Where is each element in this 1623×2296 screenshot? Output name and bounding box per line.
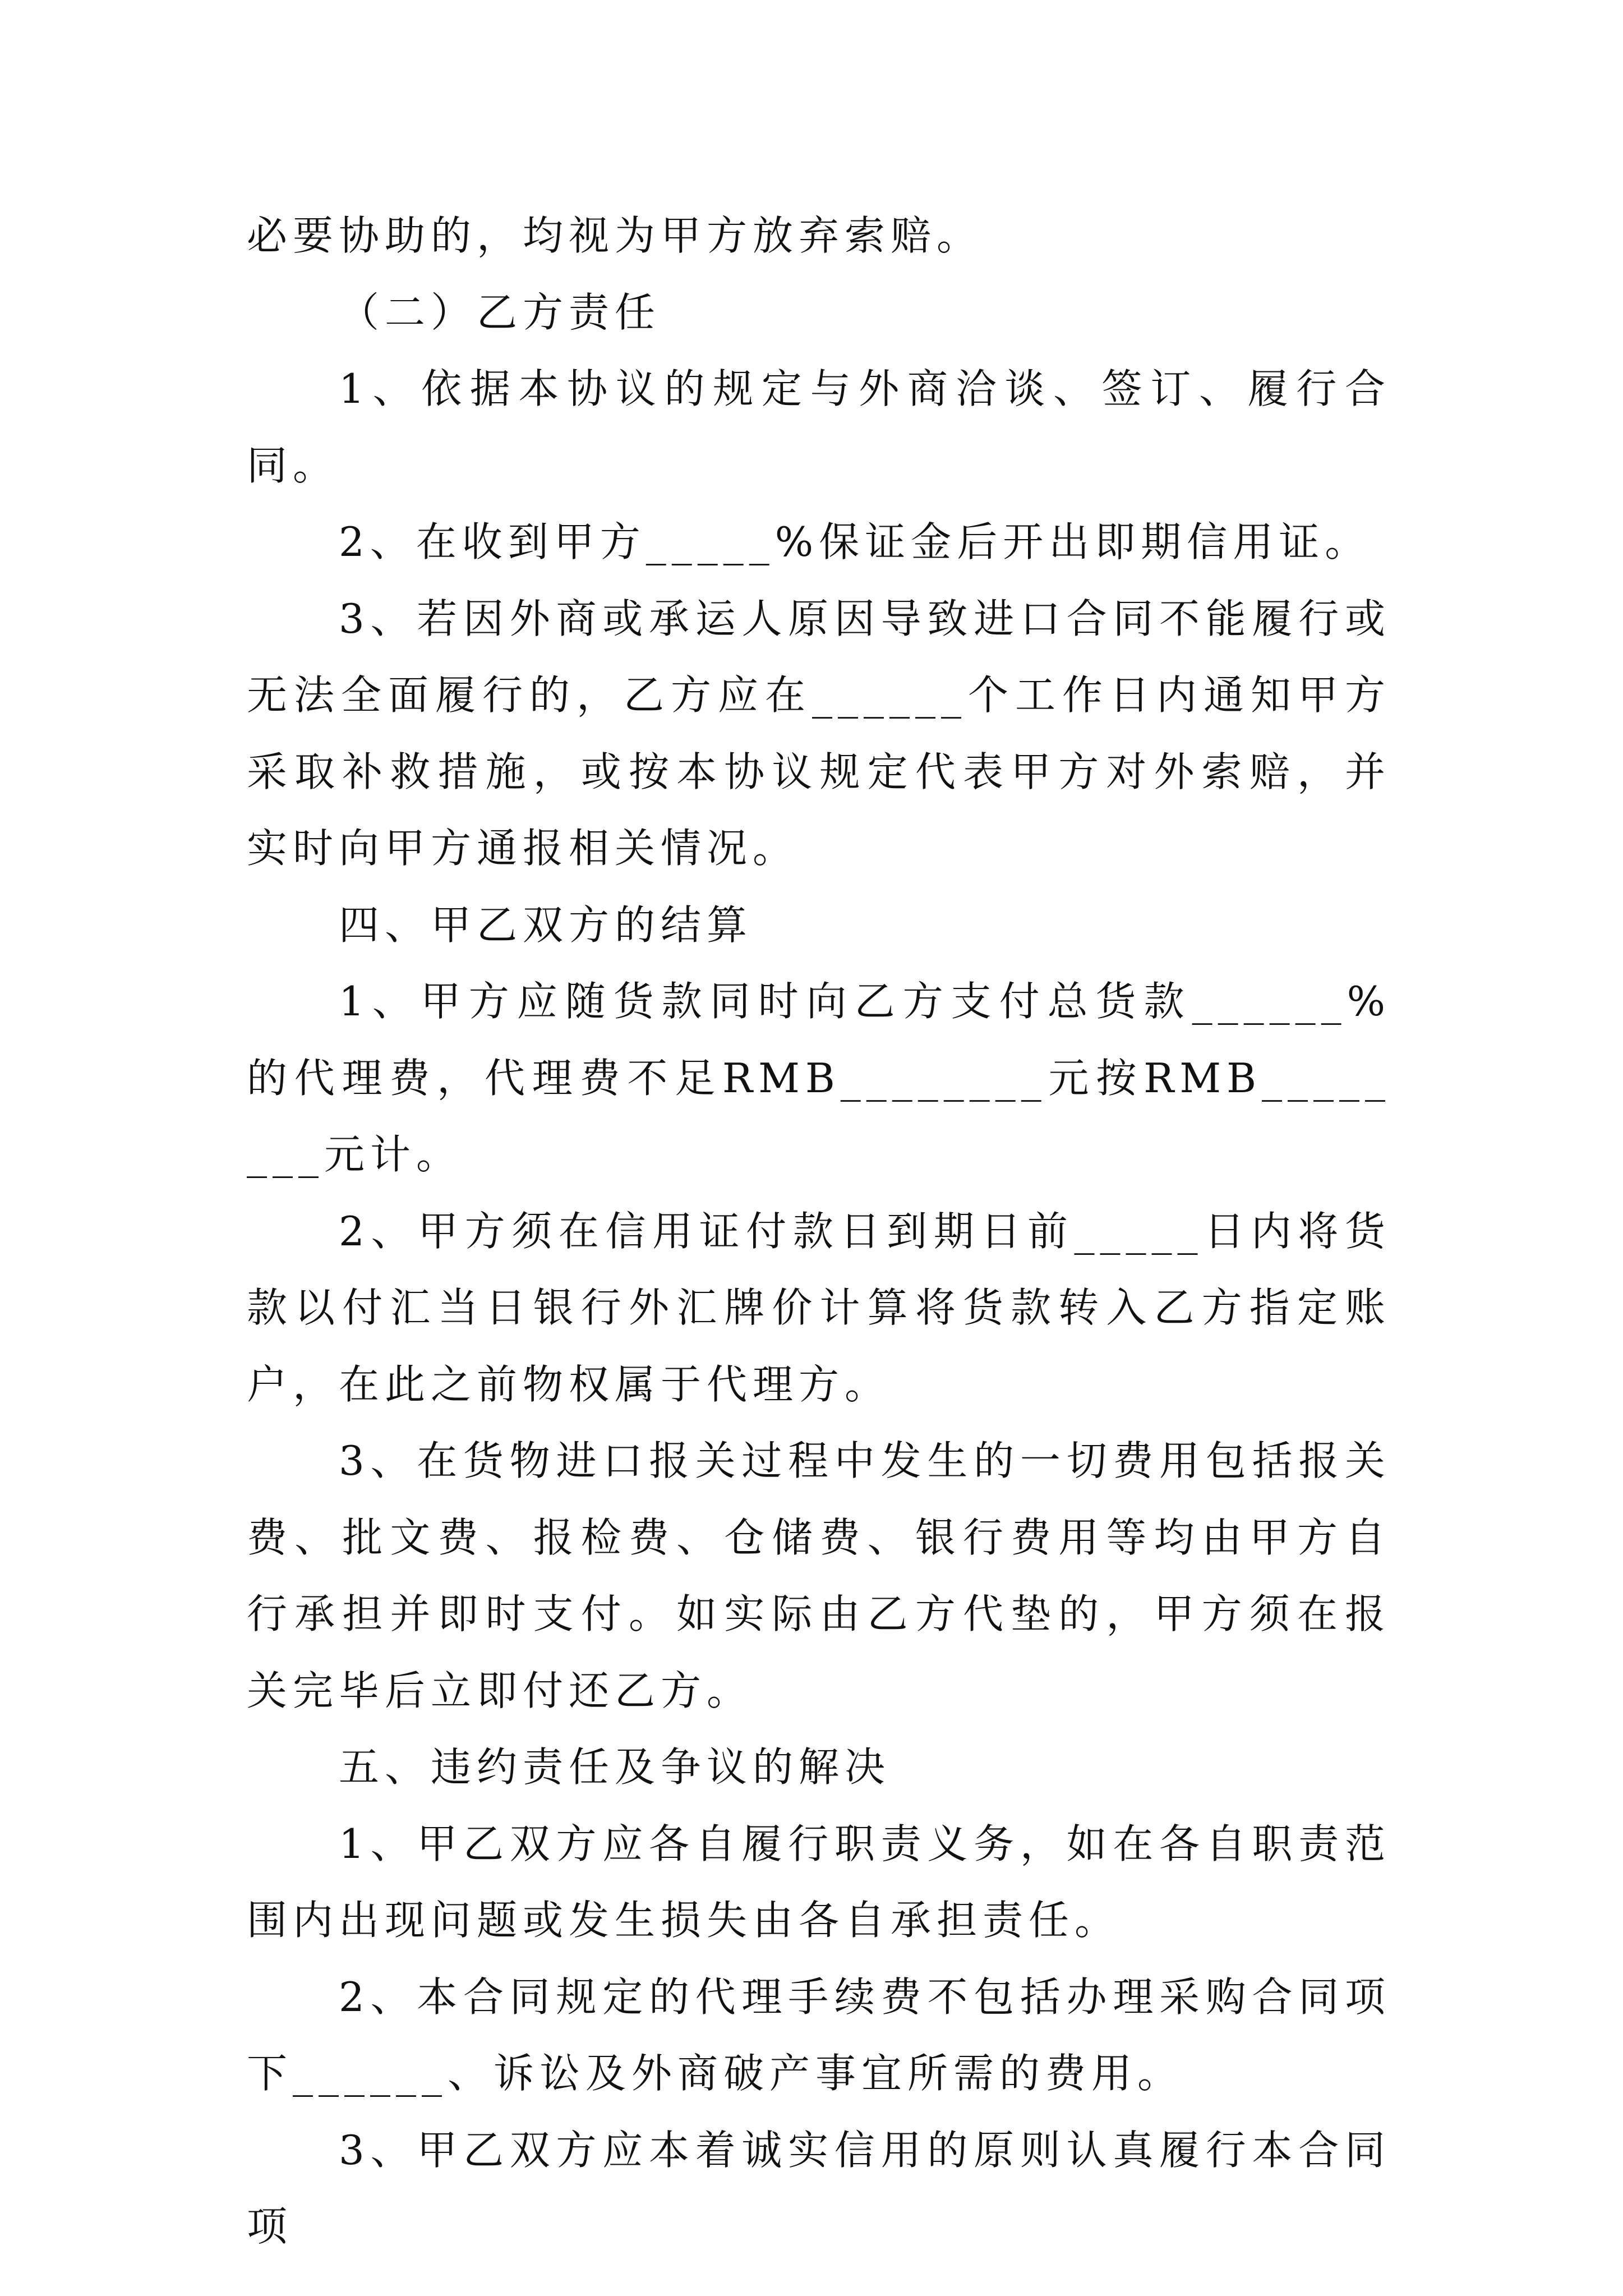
- paragraph-liability-3: 3、甲乙双方应本着诚实信用的原则认真履行本合同项: [247, 2126, 1391, 2250]
- document-body: [247, 197, 1391, 2265]
- heading-settlement: 四、甲乙双方的结算: [339, 901, 753, 949]
- heading-liability-disputes: 五、违约责任及争议的解决: [339, 1743, 891, 1791]
- paragraph-settlement-3: 3、在货物进口报关过程中发生的一切费用包括报关费、批文费、报检费、仓储费、银行费用等均由甲方自行承担并即时支付。如实际由乙方代垫的，甲方须在报关完毕后立即付还乙方。: [247, 1437, 1391, 1714]
- paragraph-settlement-2: 2、甲方须在信用证付款日到期日前_____日内将货款以付汇当日银行外汇牌价计算将货款转入乙方指定账户，在此之前物权属于代理方。: [247, 1207, 1391, 1408]
- paragraph-claim-waiver: 必要协助的，均视为甲方放弃索赔。: [247, 212, 983, 259]
- paragraph-b-1: 1、依据本协议的规定与外商洽谈、签订、履行合同。: [247, 365, 1391, 489]
- paragraph-liability-1: 1、甲乙双方应各自履行职责义务，如在各自职责范围内出现问题或发生损失由各自承担责任。: [247, 1820, 1391, 1944]
- heading-party-b-responsibility: （二）乙方责任: [339, 288, 661, 336]
- paragraph-b-2: 2、在收到甲方_____%保证金后开出即期信用证。: [339, 518, 1371, 565]
- paragraph-liability-2: 2、本合同规定的代理手续费不包括办理采购合同项下______、诉讼及外商破产事宜所需的费用。: [247, 1973, 1391, 2097]
- paragraph-settlement-1: 1、甲方应随货款同时向乙方支付总货款______%的代理费，代理费不足RMB________元按RMB________元计。: [247, 978, 1391, 1178]
- paragraph-b-3: 3、若因外商或承运人原因导致进口合同不能履行或无法全面履行的，乙方应在______个工作日内通知甲方采取补救措施，或按本协议规定代表甲方对外索赔，并实时向甲方通报相关情况。: [247, 595, 1391, 872]
